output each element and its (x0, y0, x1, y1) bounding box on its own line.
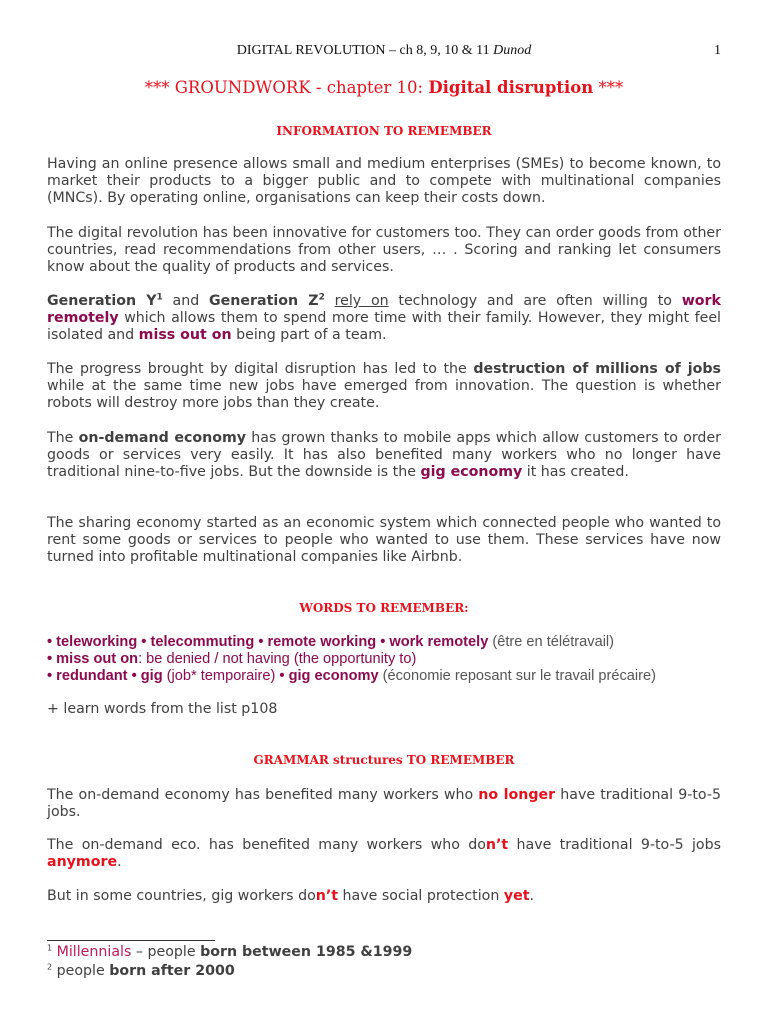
word-list-line-3: • redundant • gig (job* temporaire) • gig economy (économie reposant sur le travail précaire) (47, 668, 656, 684)
page-number: 1 (714, 43, 721, 58)
section-heading-grammar: GRAMMAR structures TO REMEMBER (253, 753, 515, 767)
header-title: DIGITAL REVOLUTION – ch 8, 9, 10 & 11 Dunod (236, 43, 532, 58)
grammar-example-anymore: The on-demand eco. has benefited many workers who don’t have traditional 9-to-5 jobs anymore. (47, 837, 721, 870)
paragraph-generations: Generation $Y^1$ and Generation $Z^2$ rely on technology and are often willing to work remotely which allows them to spend more time with their family. However, they might feel isolated and miss out on being part of a team. (47, 292, 721, 343)
paragraph-on-demand-economy: The on-demand economy has grown thanks to mobile apps which allow customers to order goods or services very easily. It has also benefited many workers who no longer have traditional nine-to-five jobs. But the downside is the gig economy it has created. (47, 430, 722, 480)
paragraph-destruction-of-jobs: The progress brought by digital disruption has led to the destruction of millions of jobs while at the same time new jobs have emerged from innovation. The question is whether robots will destroy more jobs than they create. (47, 361, 721, 411)
rely-on-term: rely on (334, 293, 389, 309)
miss-out-on-term: miss out on (138, 327, 232, 343)
section-heading-words: WORDS TO REMEMBER: (299, 601, 469, 615)
paragraph-customers: The digital revolution has been innovative for customers too. They can order goods from other countries, read recommendations from other users, … . Scoring and ranking let consumers know about the quality of products and services. (47, 225, 721, 275)
footnote-1: $^1$ Millennials – people born between 1985 &1999 (47, 943, 413, 960)
grammar-example-yet: But in some countries, gig workers don’t have social protection yet. (47, 888, 534, 904)
word-list-line-1: • teleworking • telecommuting • remote working • work remotely (être en télétravail) (47, 634, 615, 650)
learn-words-note: + learn words from the list p108 (47, 701, 278, 717)
document-title: *** GROUNDWORK - chapter 10: Digital disruption *** (144, 78, 624, 97)
work-remotely-term: work remotely (47, 293, 721, 326)
gig-economy-term: gig economy (420, 464, 523, 480)
paragraph-sharing-economy: The sharing economy started as an economic system which connected people who wanted to rent some goods or services to people who wanted to use them. These services have now turned into profitable multinational companies like Airbnb. (47, 515, 721, 565)
footnote-2: $^2$ people born after 2000 (47, 962, 235, 979)
word-list-line-2: • miss out on: be denied / not having (the opportunity to) (47, 651, 417, 667)
section-heading-information: INFORMATION TO REMEMBER (276, 124, 492, 138)
paragraph-smes: Having an online presence allows small and medium enterprises (SMEs) to become known, to market their products to a bigger public and to compete with multinational companies (MNCs). By operating online, organisations can keep their costs down. (47, 156, 721, 206)
grammar-example-no-longer: The on-demand economy has benefited many workers who no longer have traditional 9-to-5 jobs. (47, 787, 721, 820)
footnote-divider (47, 940, 215, 941)
